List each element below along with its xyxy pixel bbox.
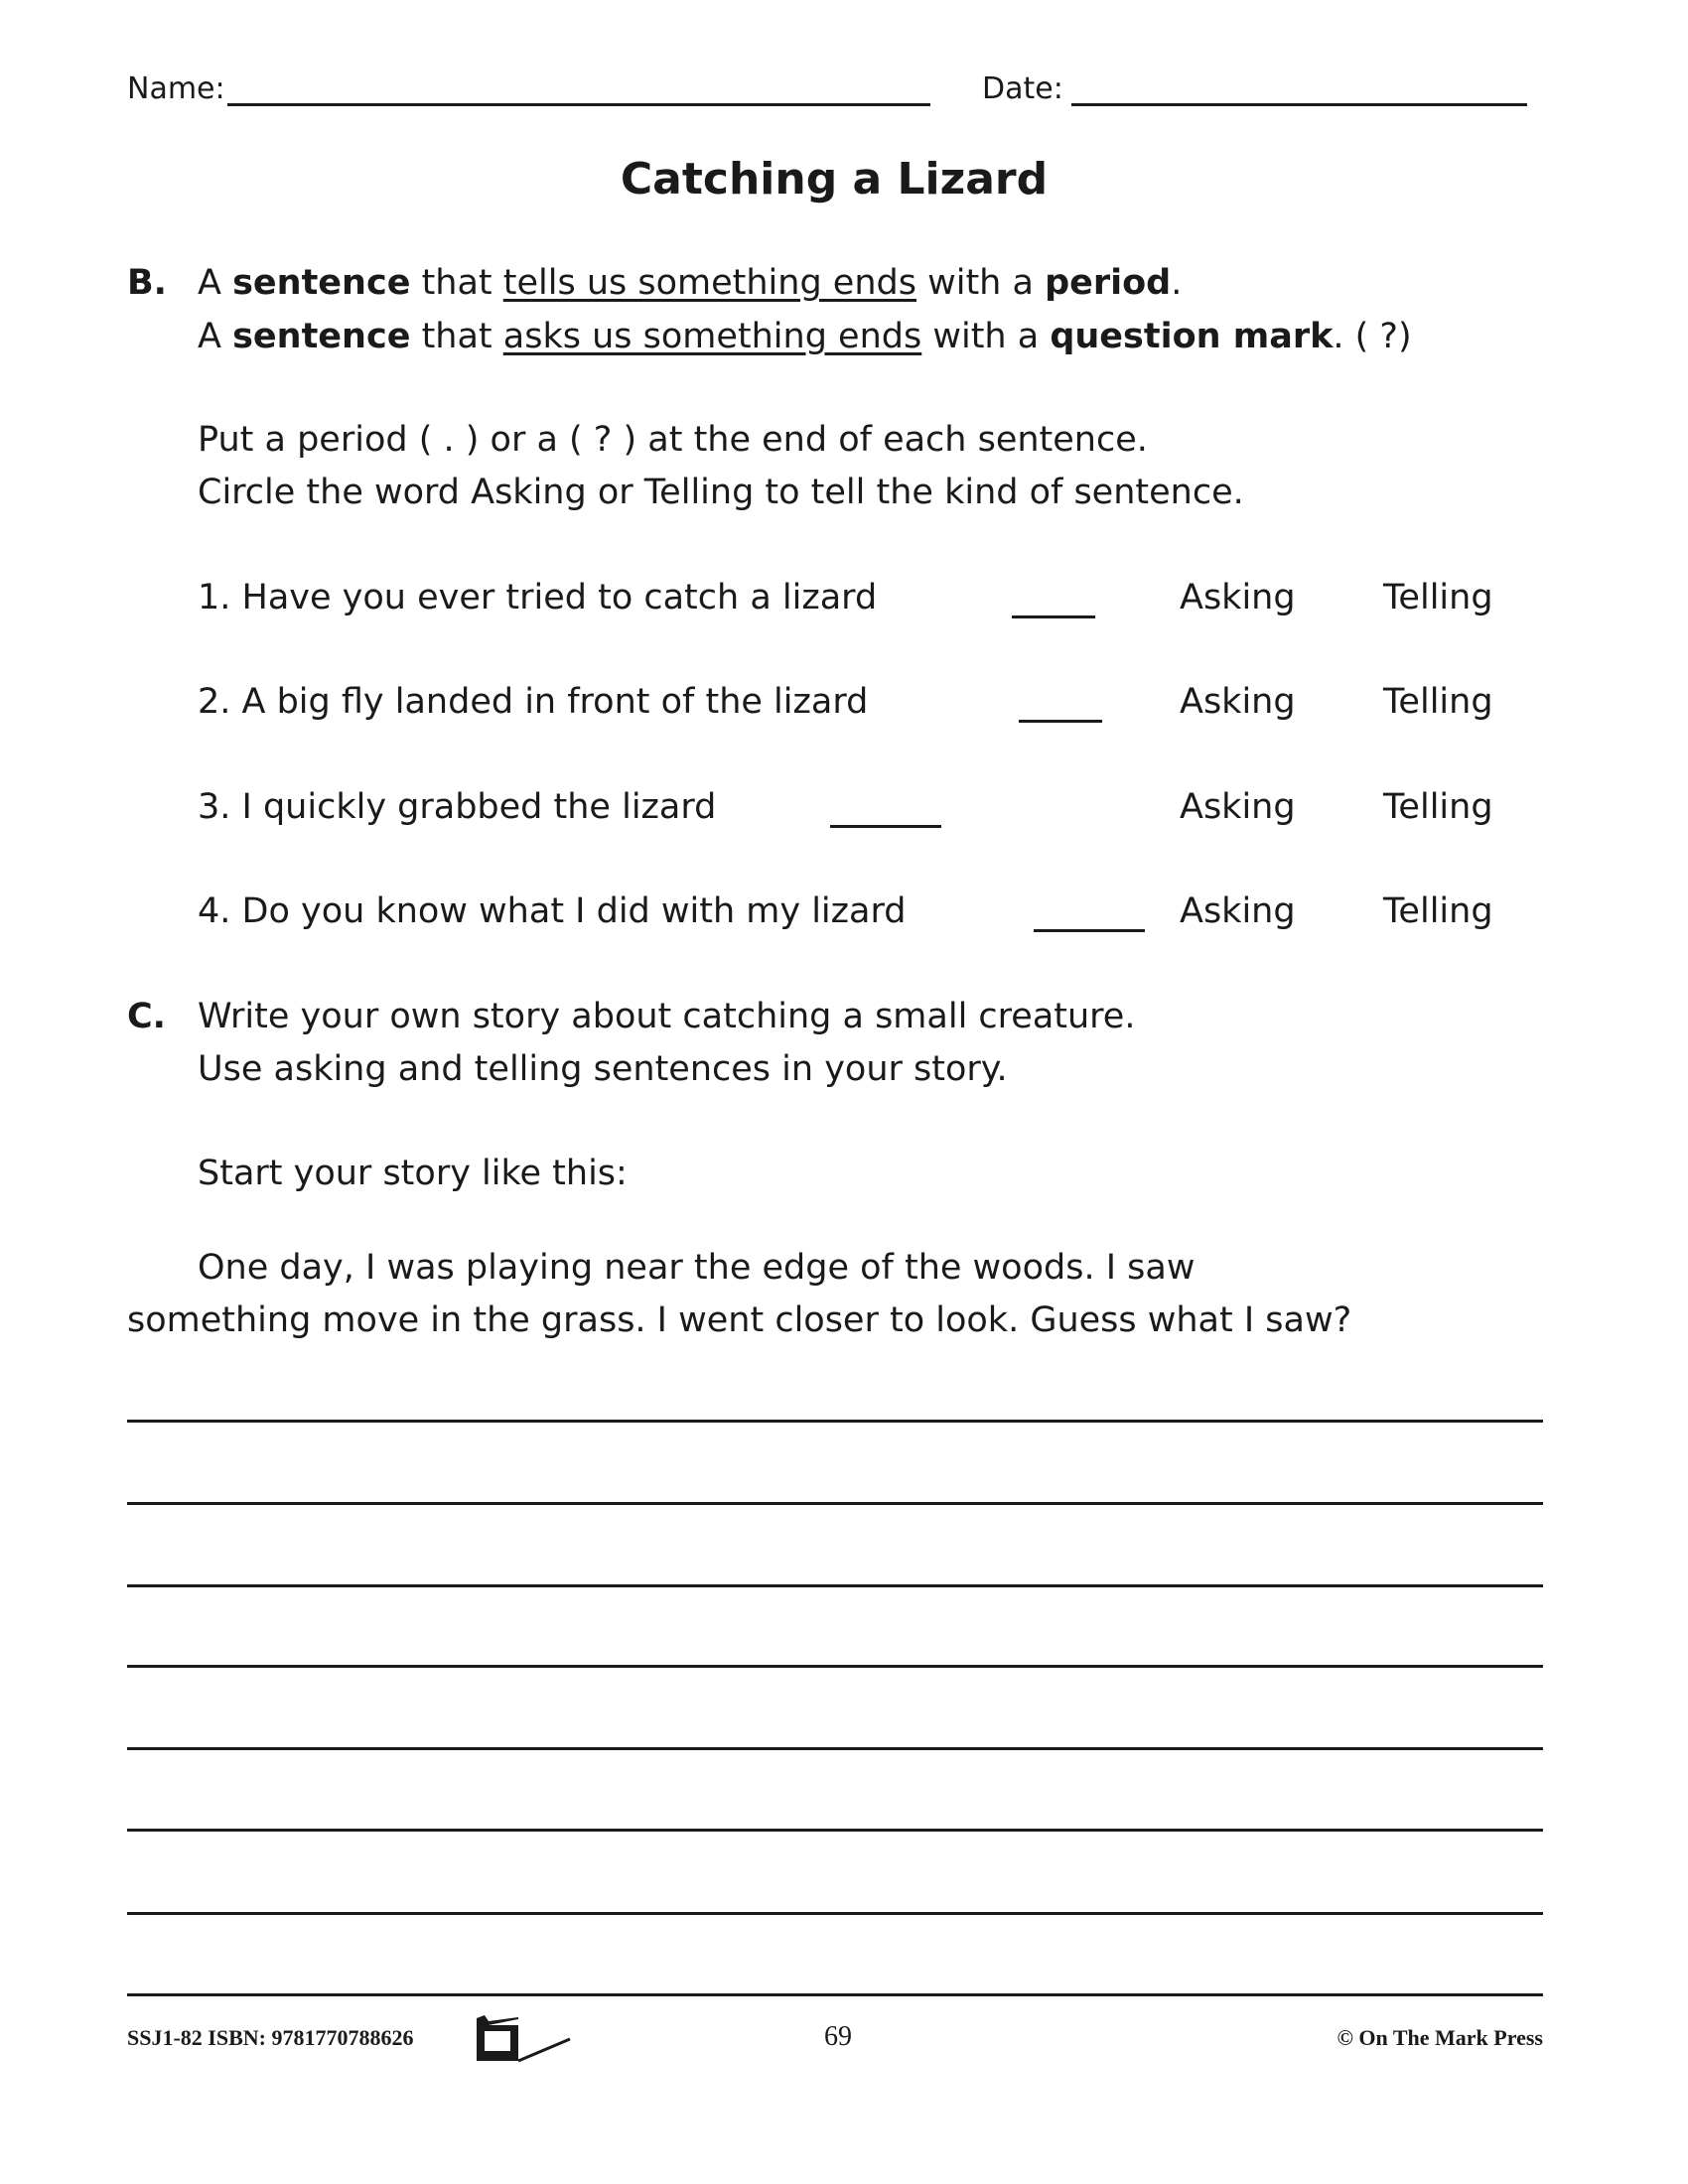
story-line-2: something move in the grass. I went closer to look. Guess what I saw? <box>127 1300 1352 1340</box>
name-field[interactable] <box>227 103 930 106</box>
writing-line[interactable] <box>127 1912 1543 1915</box>
section-c-line-2: Use asking and telling sentences in your story. <box>198 1049 1008 1089</box>
item-1-asking[interactable]: Asking <box>1180 578 1296 617</box>
name-label: Name: <box>127 71 225 106</box>
footer-divider <box>127 1993 1543 1996</box>
book-logo-icon <box>475 2015 574 2063</box>
story-line-1: One day, I was playing near the edge of the woods. I saw <box>198 1248 1196 1288</box>
rule-period: A sentence that tells us something ends with a period. <box>198 263 1183 303</box>
item-4-text: 4. Do you know what I did with my lizard <box>198 891 907 931</box>
item-2-blank[interactable] <box>1019 720 1102 723</box>
rule-question: A sentence that asks us something ends with a question mark. ( ?) <box>198 317 1412 356</box>
item-3-blank[interactable] <box>830 825 941 828</box>
page-number: 69 <box>824 2021 852 2052</box>
section-c-line-1: Write your own story about catching a small creature. <box>198 997 1136 1036</box>
writing-line[interactable] <box>127 1420 1543 1423</box>
item-1-telling[interactable]: Telling <box>1383 578 1493 617</box>
item-4-telling[interactable]: Telling <box>1383 891 1493 931</box>
writing-line[interactable] <box>127 1584 1543 1587</box>
writing-line[interactable] <box>127 1665 1543 1668</box>
item-2-text: 2. A big fly landed in front of the lizard <box>198 682 869 722</box>
footer-code: SSJ1-82 ISBN: 9781770788626 <box>127 2025 414 2050</box>
instruction-1: Put a period ( . ) or a ( ? ) at the end of each sentence. <box>198 420 1148 460</box>
item-3-telling[interactable]: Telling <box>1383 787 1493 827</box>
writing-line[interactable] <box>127 1747 1543 1750</box>
writing-line[interactable] <box>127 1502 1543 1505</box>
instruction-2: Circle the word Asking or Telling to tell the kind of sentence. <box>198 473 1244 512</box>
item-1-text: 1. Have you ever tried to catch a lizard <box>198 578 878 617</box>
section-c-letter: C. <box>127 997 166 1036</box>
page-title: Catching a Lizard <box>620 154 1049 205</box>
item-4-asking[interactable]: Asking <box>1180 891 1296 931</box>
item-2-asking[interactable]: Asking <box>1180 682 1296 722</box>
date-label: Date: <box>982 71 1063 106</box>
item-2-telling[interactable]: Telling <box>1383 682 1493 722</box>
writing-line[interactable] <box>127 1829 1543 1832</box>
item-4-blank[interactable] <box>1034 929 1145 932</box>
date-field[interactable] <box>1071 103 1527 106</box>
story-start-label: Start your story like this: <box>198 1154 628 1193</box>
item-1-blank[interactable] <box>1012 615 1095 618</box>
item-3-text: 3. I quickly grabbed the lizard <box>198 787 717 827</box>
footer-copyright: © On The Mark Press <box>1336 2025 1543 2050</box>
item-3-asking[interactable]: Asking <box>1180 787 1296 827</box>
section-b-letter: B. <box>127 263 167 303</box>
